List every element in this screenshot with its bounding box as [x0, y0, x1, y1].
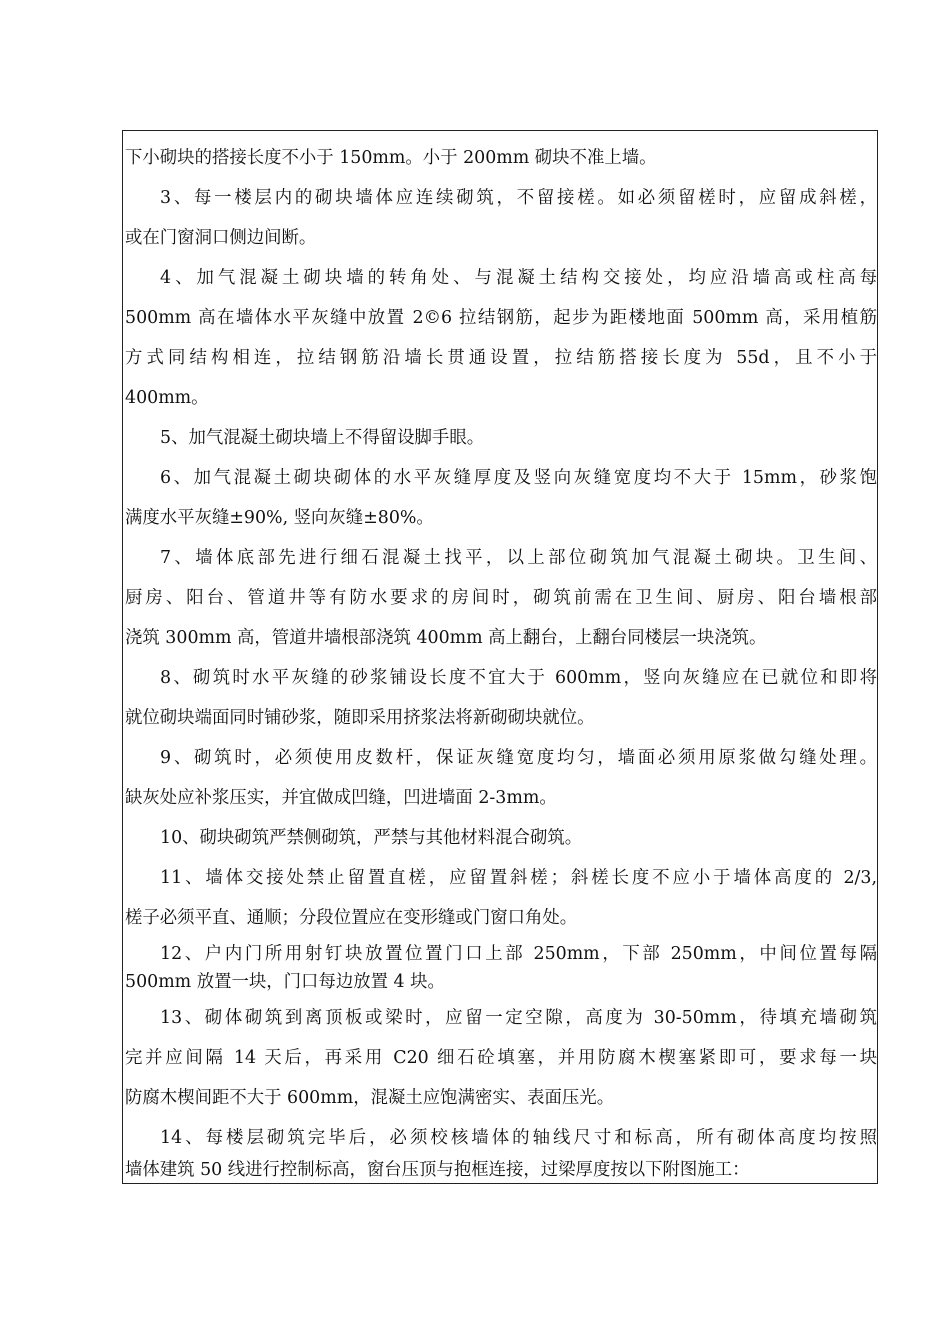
paragraph-4-line-2: 500mm 高在墙体水平灰缝中放置 2©6 拉结钢筋，起步为距楼地面 500mm 高，采用植筋 — [125, 308, 877, 328]
paragraph-9-line-2: 缺灰处应补浆压实，并宜做成凹缝，凹进墙面 2-3mm。 — [125, 788, 557, 808]
paragraph-4-line-1: 4、加气混凝土砌块墙的转角处、与混凝土结构交接处，均应沿墙高或柱高每 — [160, 268, 877, 288]
paragraph-12-line-2: 500mm 放置一块，门口每边放置 4 块。 — [125, 972, 445, 992]
paragraph-7-line-3: 浇筑 300mm 高，管道井墙根部浇筑 400mm 高上翻台，上翻台同楼层一块浇筑。 — [125, 628, 767, 648]
paragraph-7-line-1: 7、墙体底部先进行细石混凝土找平，以上部位砌筑加气混凝土砌块。卫生间、 — [160, 548, 877, 568]
paragraph-9-line-1: 9、砌筑时，必须使用皮数杆，保证灰缝宽度均匀，墙面必须用原浆做勾缝处理。 — [160, 748, 877, 768]
paragraph-4-line-3: 方式同结构相连，拉结钢筋沿墙长贯通设置，拉结筋搭接长度为 55d，且不小于 — [125, 348, 877, 368]
paragraph-14-line-2: 墙体建筑 50 线进行控制标高，窗台压顶与抱框连接，过梁厚度按以下附图施工： — [125, 1160, 750, 1180]
paragraph-11-line-2: 槎子必须平直、通顺；分段位置应在变形缝或门窗口角处。 — [125, 908, 578, 928]
document-frame — [122, 130, 878, 1184]
paragraph-8-line-1: 8、砌筑时水平灰缝的砂浆铺设长度不宜大于 600mm，竖向灰缝应在已就位和即将 — [160, 668, 877, 688]
paragraph-12-line-1: 12、户内门所用射钉块放置位置门口上部 250mm，下部 250mm，中间位置每隔 — [160, 944, 877, 964]
paragraph-11-line-1: 11、墙体交接处禁止留置直槎，应留置斜槎；斜槎长度不应小于墙体高度的 2/3, — [160, 868, 877, 888]
paragraph-13-line-2: 完并应间隔 14 天后，再采用 C20 细石砼填塞，并用防腐木楔塞紧即可，要求每一块 — [125, 1048, 877, 1068]
paragraph-6-line-2: 满度水平灰缝±90%, 竖向灰缝±80%。 — [125, 508, 434, 528]
paragraph-13-line-1: 13、砌体砌筑到离顶板或梁时，应留一定空隙，高度为 30-50mm，待填充墙砌筑 — [160, 1008, 877, 1028]
paragraph-3-line-1: 3、每一楼层内的砌块墙体应连续砌筑，不留接槎。如必须留槎时，应留成斜槎， — [160, 188, 877, 208]
paragraph-6-line-1: 6、加气混凝土砌块砌体的水平灰缝厚度及竖向灰缝宽度均不大于 15mm，砂浆饱 — [160, 468, 877, 488]
paragraph-5-line-1: 5、加气混凝土砌块墙上不得留设脚手眼。 — [160, 428, 485, 448]
paragraph-4-line-4: 400mm。 — [125, 388, 209, 408]
paragraph-13-line-3: 防腐木楔间距不大于 600mm，混凝土应饱满密实、表面压光。 — [125, 1088, 615, 1108]
paragraph-10-line-1: 10、砌块砌筑严禁侧砌筑，严禁与其他材料混合砌筑。 — [160, 828, 583, 848]
paragraph-8-line-2: 就位砌块端面同时铺砂浆，随即采用挤浆法将新砌砌块就位。 — [125, 708, 595, 728]
paragraph-3-line-2: 或在门窗洞口侧边间断。 — [125, 228, 317, 248]
paragraph-7-line-2: 厨房、阳台、管道井等有防水要求的房间时，砌筑前需在卫生间、厨房、阳台墙根部 — [125, 588, 877, 608]
paragraph-14-line-1: 14、每楼层砌筑完毕后，必须校核墙体的轴线尺寸和标高，所有砌体高度均按照 — [160, 1128, 877, 1148]
text-line: 下小砌块的搭接长度不小于 150mm。小于 200mm 砌块不准上墙。 — [125, 148, 657, 168]
